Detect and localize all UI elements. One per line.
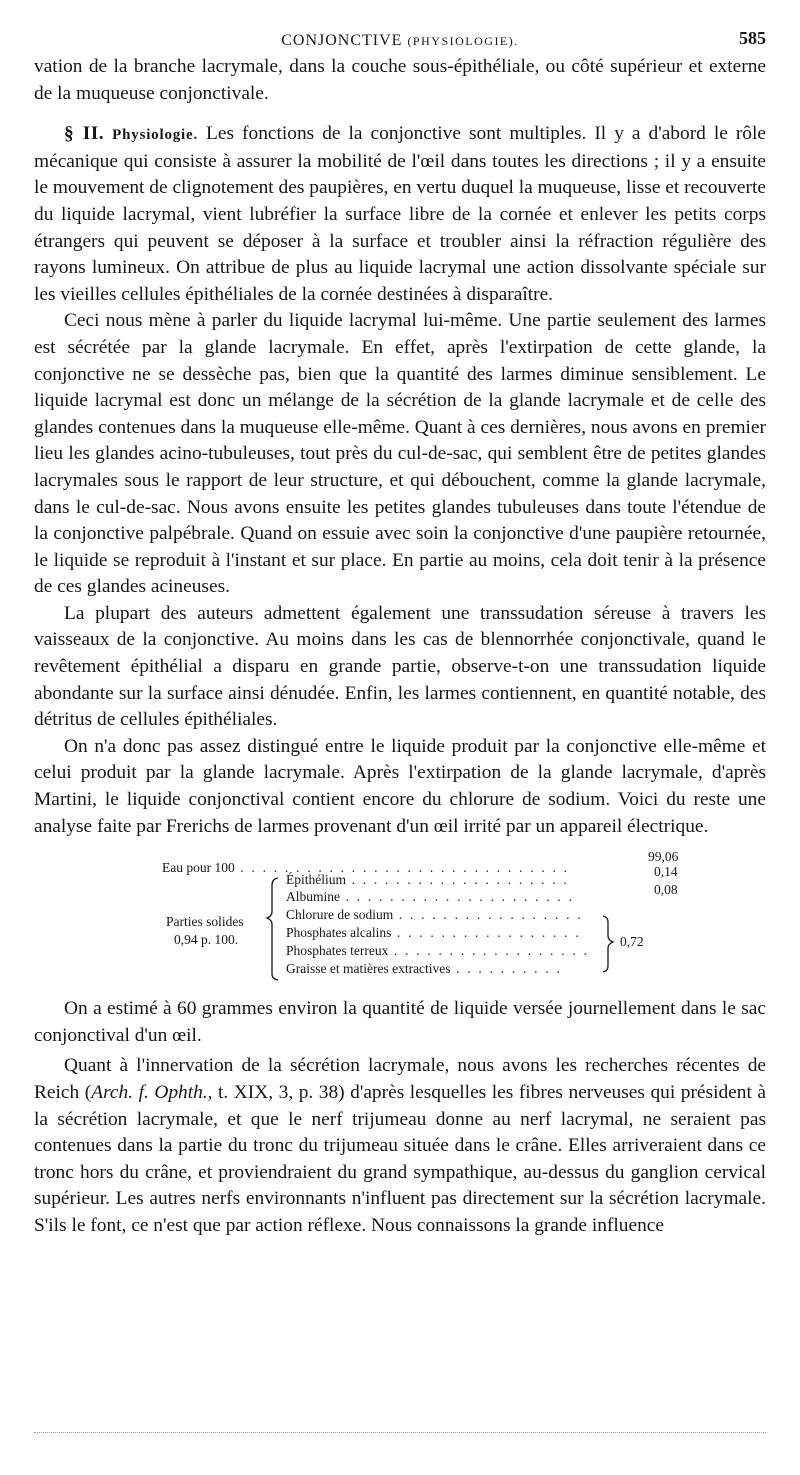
paragraph-transsudation: La plupart des auteurs admettent également une transsudation séreuse à travers les vaisseaux de la conjonctive. Au moins dans les cas de blennorrhée conjonctivale, quand le revêtement épithélial a disparu en grande partie, observe-t-on une transsudation liquide abondante sur la surface ainsi dénudée. Enfin, les larmes contiennent, en quantité notable, des détritus de cellules épithéliales.	[34, 602, 766, 731]
section-title: Physiologie.	[112, 127, 199, 144]
item-name: Graisse et matières extractives	[286, 961, 451, 977]
page	[34, 24, 766, 1240]
solids-label-2: 0,94 p. 100.	[174, 932, 239, 948]
section-text: Les fonctions de la conjonctive sont multiples. Il y a d'abord le rôle mécanique qui consiste à assurer la mobilité de l'œil dans toutes les directions ; il y a ensuite le mouvement de clignotement des paupières, en vertu duquel la muqueuse, lisse et recouverte du liquide lacrymal, vient lubréfier la surface libre de la cornée et enlever les petits corps étrangers qui peuvent se déposer à la surface et troubler ainsi la réfraction régulière des rayons lumineux. On attribue de plus au liquide lacrymal une action dissolvante spéciale sur les vieilles cellules épithéliales de la cornée destinées à disparaître.	[34, 123, 766, 305]
paragraph-innervation	[34, 1053, 766, 1239]
row-water: Eau pour 100 . . . . . . . . . . . . . . . . . . . . . . . . . . . . . .	[162, 860, 570, 876]
item-phosphates-terreux: Phosphates terreux . . . . . . . . . . . . . . . . . .	[286, 943, 590, 959]
paragraph-analyse-intro: On n'a donc pas assez distingué entre le liquide produit par la conjonctive elle-même et celui produit par la glande lacrymale. Après l'extirpation de la glande lacrymale, d'après Martini, le liquide conjonctival contient encore du chlorure de sodium. Voici du reste une analyse faite par Frerichs de larmes provenant d'un œil irrité par un appareil électrique.	[34, 735, 766, 837]
item-name: Chlorure de sodium	[286, 907, 394, 923]
running-title-main: CONJONCTIVE	[281, 32, 403, 49]
item-albumine-value: 0,08	[654, 882, 678, 898]
item-name: Phosphates terreux	[286, 943, 389, 959]
item-name: Épithélium	[286, 872, 346, 888]
innervation-text-a: Quant à l'innervation de la sécrétion lacrymale, nous avons les recherches récentes de Reich (	[34, 1055, 766, 1103]
item-albumine: Albumine . . . . . . . . . . . . . . . . . . . . .	[286, 889, 575, 905]
running-title	[34, 32, 766, 50]
row-water-value: 99,06	[648, 849, 679, 865]
item-name: Phosphates alcalins	[286, 925, 392, 941]
left-brace	[267, 878, 278, 980]
group-value: 0,72	[620, 934, 644, 950]
item-chlorure: Chlorure de sodium . . . . . . . . . . . . . . . . .	[286, 907, 583, 923]
analysis-table	[34, 848, 766, 988]
section-number: § II.	[64, 123, 105, 145]
item-graisse: Graisse et matières extractives . . . . . . . . . .	[286, 961, 563, 977]
running-title-sub: (PHYSIOLOGIE).	[407, 34, 519, 48]
reference-citation: Arch. f. Ophth.	[91, 1082, 208, 1103]
page-number: 585	[739, 28, 766, 48]
row-water-label: Eau pour 100	[162, 860, 235, 876]
paragraph-section-physiologie	[34, 121, 766, 308]
solids-label-1: Parties solides	[166, 914, 244, 930]
item-epithelium: Épithélium . . . . . . . . . . . . . . . . . . . .	[286, 872, 569, 888]
right-brace	[603, 916, 613, 972]
paragraph-continuation: vation de la branche lacrymale, dans la couche sous-épithéliale, ou côté supérieur et externe de la muqueuse conjonctivale.	[34, 56, 766, 104]
footer-rule	[34, 1432, 766, 1434]
paragraph-quantite: On a estimé à 60 grammes environ la quantité de liquide versée journellement dans le sac conjonctival d'un œil.	[34, 998, 766, 1046]
item-name: Albumine	[286, 889, 340, 905]
item-phosphates-alcalins: Phosphates alcalins . . . . . . . . . . . . . . . . .	[286, 925, 581, 941]
innervation-text-b: , t. XIX, 3, p. 38) d'après lesquelles les fibres nerveuses qui président à la sécrétion lacrymale, et que le nerf trijumeau donne au nerf lacrymal, ne seraient pas contenues dans la partie du tronc du trijumeau située dans le crâne. Elles arriveraient dans ce tronc hors du crâne, et proviendraient du grand sympathique, au-dessus du ganglion cervical supérieur. Les autres nerfs environnants n'influent pas directement sur la sécrétion lacrymale. S'ils le font, ce n'est que par action réflexe. Nous connaissons la grande influence	[34, 1082, 766, 1236]
item-epithelium-value: 0,14	[654, 864, 678, 880]
running-head	[34, 24, 766, 54]
paragraph-liquide-lacrymal: Ceci nous mène à parler du liquide lacrymal lui-même. Une partie seulement des larmes est sécrétée par la glande lacrymale. En effet, après l'extirpation de cette glande, la conjonctive ne se dessèche pas, bien que la quantité des larmes diminue sensiblement. Le liquide lacrymal est donc un mélange de la sécrétion de la glande lacrymale et de celle des glandes contenues dans la muqueuse elle-même. Quant à ces dernières, nous avons en premier lieu les glandes acino-tubuleuses, tout près du cul-de-sac, qui semblent être de petites glandes lacrymales sous le rapport de leur structure, et qui débouchent, comme la glande lacrymale, dans le cul-de-sac. Nous avons ensuite les petites glandes tubuleuses dans toute l'étendue de la conjonctive palpébrale. Quand on essuie avec soin la conjonctive d'une paupière retournée, le liquide se reproduit à l'instant et sur place. En partie au moins, cela doit tenir à la présence de ces glandes acineuses.	[34, 310, 766, 598]
